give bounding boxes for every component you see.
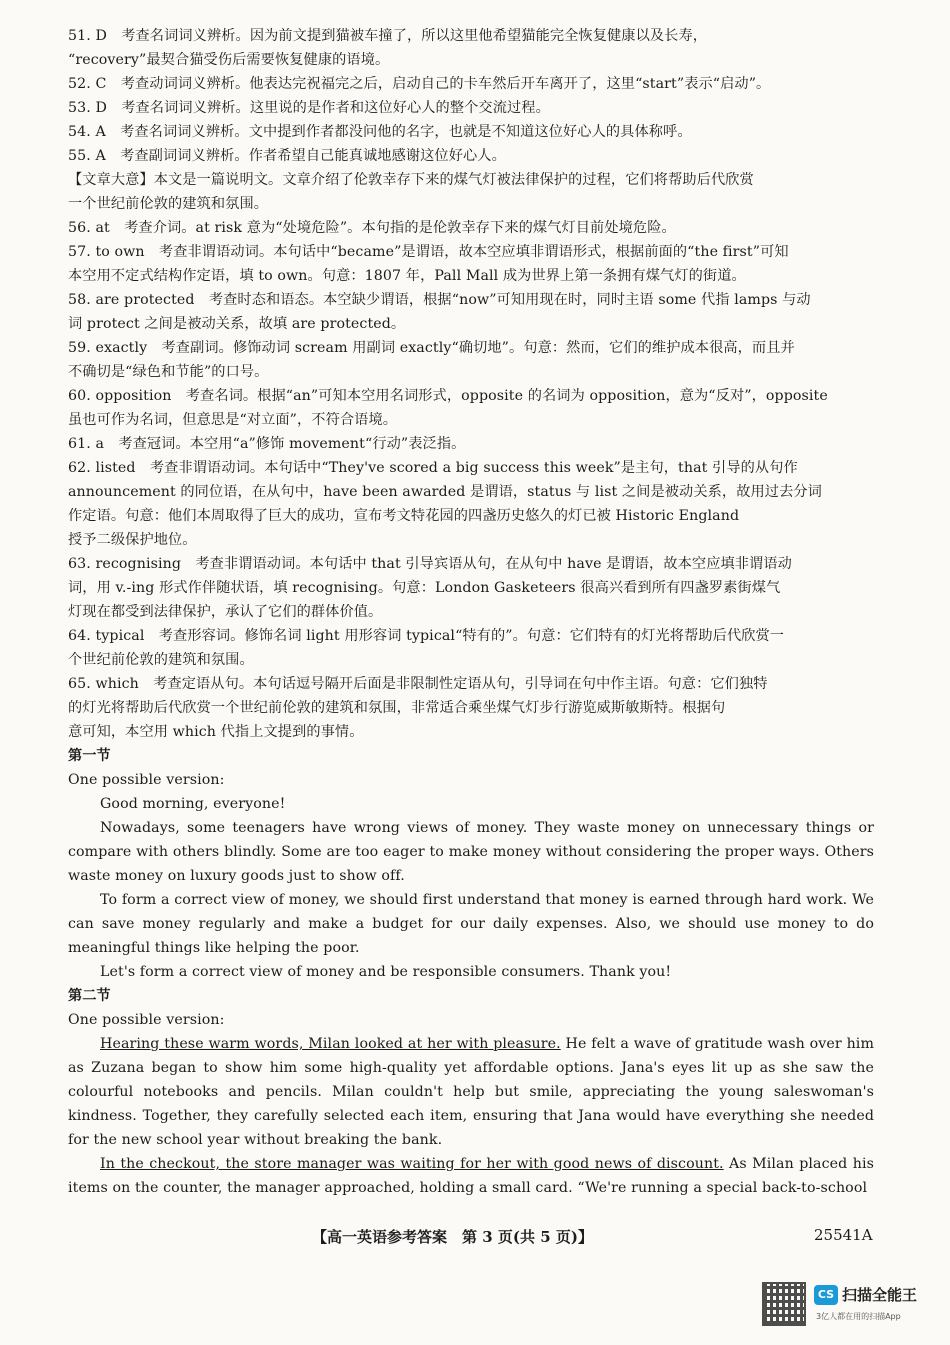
answer-59-line2: 不确切是“绿色和节能”的口号。 — [68, 364, 269, 380]
camscanner-logo-icon: CS — [814, 1285, 838, 1305]
section1-greeting: Good morning, everyone! — [100, 796, 286, 812]
section1-para1: Nowadays, some teenagers have wrong views of money. They waste money on unnecessary things or compare with others blindly. Some are too eager to make money without considering the proper ways. Others waste money on luxury goods just to show off. — [68, 820, 874, 884]
answer-63-line1: 63. recognising 考查非谓语动词。本句话中 that 引导宾语从句，在从句中 have 是谓语，故本空应填非谓语动 — [68, 556, 792, 572]
answer-51: 51. D 考查名词词义辨析。因为前文提到猫被车撞了，所以这里他希望猫能完全恢复健康以及长寿， — [68, 28, 708, 44]
scanner-watermark — [762, 1282, 932, 1332]
answer-64-line2: 个世纪前伦敦的建筑和氛围。 — [68, 652, 254, 668]
answer-56: 56. at 考查介词。at risk 意为“处境危险”。本句指的是伦敦幸存下来的煤气灯目前处境危险。 — [68, 220, 676, 236]
section2-para2 — [68, 1152, 874, 1200]
section2-intro: One possible version: — [68, 1012, 225, 1028]
answer-62-line4: 授予二级保护地位。 — [68, 532, 197, 548]
answer-58-line2: 词 protect 之间是被动关系，故填 are protected。 — [68, 316, 406, 332]
answer-64-line1: 64. typical 考查形容词。修饰名词 light 用形容词 typical“特有的”。句意：它们特有的灯光将帮助后代欣赏一 — [68, 628, 785, 644]
footer-title: 【高一英语参考答案 第 3 页(共 5 页)】 — [312, 1228, 593, 1246]
answer-62-line2: announcement 的同位语，在从句中，have been awarded 是谓语，status 与 list 之间是被动关系，故用过去分词 — [68, 484, 822, 500]
qr-code-icon — [762, 1282, 806, 1326]
section1-para3: Let's form a correct view of money and be responsible consumers. Thank you! — [100, 964, 672, 980]
answer-52: 52. C 考查动词词义辨析。他表达完祝福完之后，启动自己的卡车然后开车离开了，这里“start”表示“启动”。 — [68, 76, 771, 92]
answer-61: 61. a 考查冠词。本空用“a”修饰 movement“行动”表泛指。 — [68, 436, 466, 452]
article-summary-line1: 【文章大意】本文是一篇说明文。文章介绍了伦敦幸存下来的煤气灯被法律保护的过程，它们将帮助后代欣赏 — [68, 172, 754, 188]
answer-54: 54. A 考查名词词义辨析。文中提到作者都没问他的名字，也就是不知道这位好心人的具体称呼。 — [68, 124, 692, 140]
answer-58-line1: 58. are protected 考查时态和语态。本空缺少谓语，根据“now”可知用现在时，同时主语 some 代指 lamps 与动 — [68, 292, 811, 308]
answer-53: 53. D 考查名词词义辨析。这里说的是作者和这位好心人的整个交流过程。 — [68, 100, 550, 116]
scanner-tagline: 3亿人都在用的扫描App — [816, 1312, 901, 1321]
answer-65-line1: 65. which 考查定语从句。本句话逗号隔开后面是非限制性定语从句，引导词在句中作主语。句意：它们独特 — [68, 676, 768, 692]
answer-60-line1: 60. opposition 考查名词。根据“an”可知本空用名词形式，opposite 的名词为 opposition，意为“反对”，opposite — [68, 388, 828, 404]
answer-63-line2: 词，用 v.-ing 形式作伴随状语，填 recognising。句意：London Gasketeers 很高兴看到所有四盏罗素街煤气 — [68, 580, 781, 596]
answer-63-line3: 灯现在都受到法律保护，承认了它们的群体价值。 — [68, 604, 383, 620]
answer-60-line2: 虽也可作为名词，但意思是“对立面”，不符合语境。 — [68, 412, 398, 428]
section2-heading: 第二节 — [68, 988, 111, 1004]
section1-para2: To form a correct view of money, we should first understand that money is earned through hard work. We can save money regularly and make a budget for our daily expenses. Also, we should use money to do meaningful things like helping the poor. — [68, 892, 874, 956]
page-footer — [0, 1226, 950, 1250]
answer-59-line1: 59. exactly 考查副词。修饰动词 scream 用副词 exactly“确切地”。句意：然而，它们的维护成本很高，而且并 — [68, 340, 795, 356]
section2-para2-body: As Milan placed his items on the counter, the manager approached, holding a small card. “We're running a special back-to-school — [68, 1156, 874, 1196]
answer-62-line1: 62. listed 考查非谓语动词。本句话中“They've scored a big success this week”是主句，that 引导的从句作 — [68, 460, 798, 476]
section1-intro: One possible version: — [68, 772, 225, 788]
answer-57-line1: 57. to own 考查非谓语动词。本句话中“became”是谓语，故本空应填非谓语形式，根据前面的“the first”可知 — [68, 244, 789, 260]
footer-code: 25541A — [814, 1226, 873, 1244]
article-summary-line2: 一个世纪前伦敦的建筑和氛围。 — [68, 196, 269, 212]
section2-para1 — [68, 1032, 874, 1152]
answer-65-line2: 的灯光将帮助后代欣赏一个世纪前伦敦的建筑和氛围，非常适合乘坐煤气灯步行游览威斯敏斯特。根据句 — [68, 700, 726, 716]
answer-57-line2: 本空用不定式结构作定语，填 to own。句意：1807 年，Pall Mall 成为世界上第一条拥有煤气灯的街道。 — [68, 268, 746, 284]
answer-51-cont: “recovery”最契合猫受伤后需要恢复健康的语境。 — [68, 52, 390, 68]
scanner-app-name: 扫描全能王 — [842, 1286, 918, 1304]
answer-page — [68, 24, 874, 1200]
given-first-sentence-1: Hearing these warm words, Milan looked at her with pleasure. — [100, 1036, 561, 1052]
answer-62-line3: 作定语。句意：他们本周取得了巨大的成功，宣布考文特花园的四盏历史悠久的灯已被 Historic England — [68, 508, 740, 524]
given-first-sentence-2: In the checkout, the store manager was waiting for her with good news of discount. — [100, 1156, 724, 1172]
answer-65-line3: 意可知，本空用 which 代指上文提到的事情。 — [68, 724, 364, 740]
answer-55: 55. A 考查副词词义辨析。作者希望自己能真诚地感谢这位好心人。 — [68, 148, 506, 164]
section1-heading: 第一节 — [68, 748, 111, 764]
section2-para1-body: He felt a wave of gratitude wash over him as Zuzana began to show him some high-quality yet affordable options. Jana's eyes lit up as she saw the colourful notebooks and pencils. Milan couldn't help but smile, appreciating the young saleswoman's kindness. Together, they carefully selected each item, ensuring that Jana would have everything she needed for the new school year without breaking the bank. — [68, 1036, 874, 1148]
